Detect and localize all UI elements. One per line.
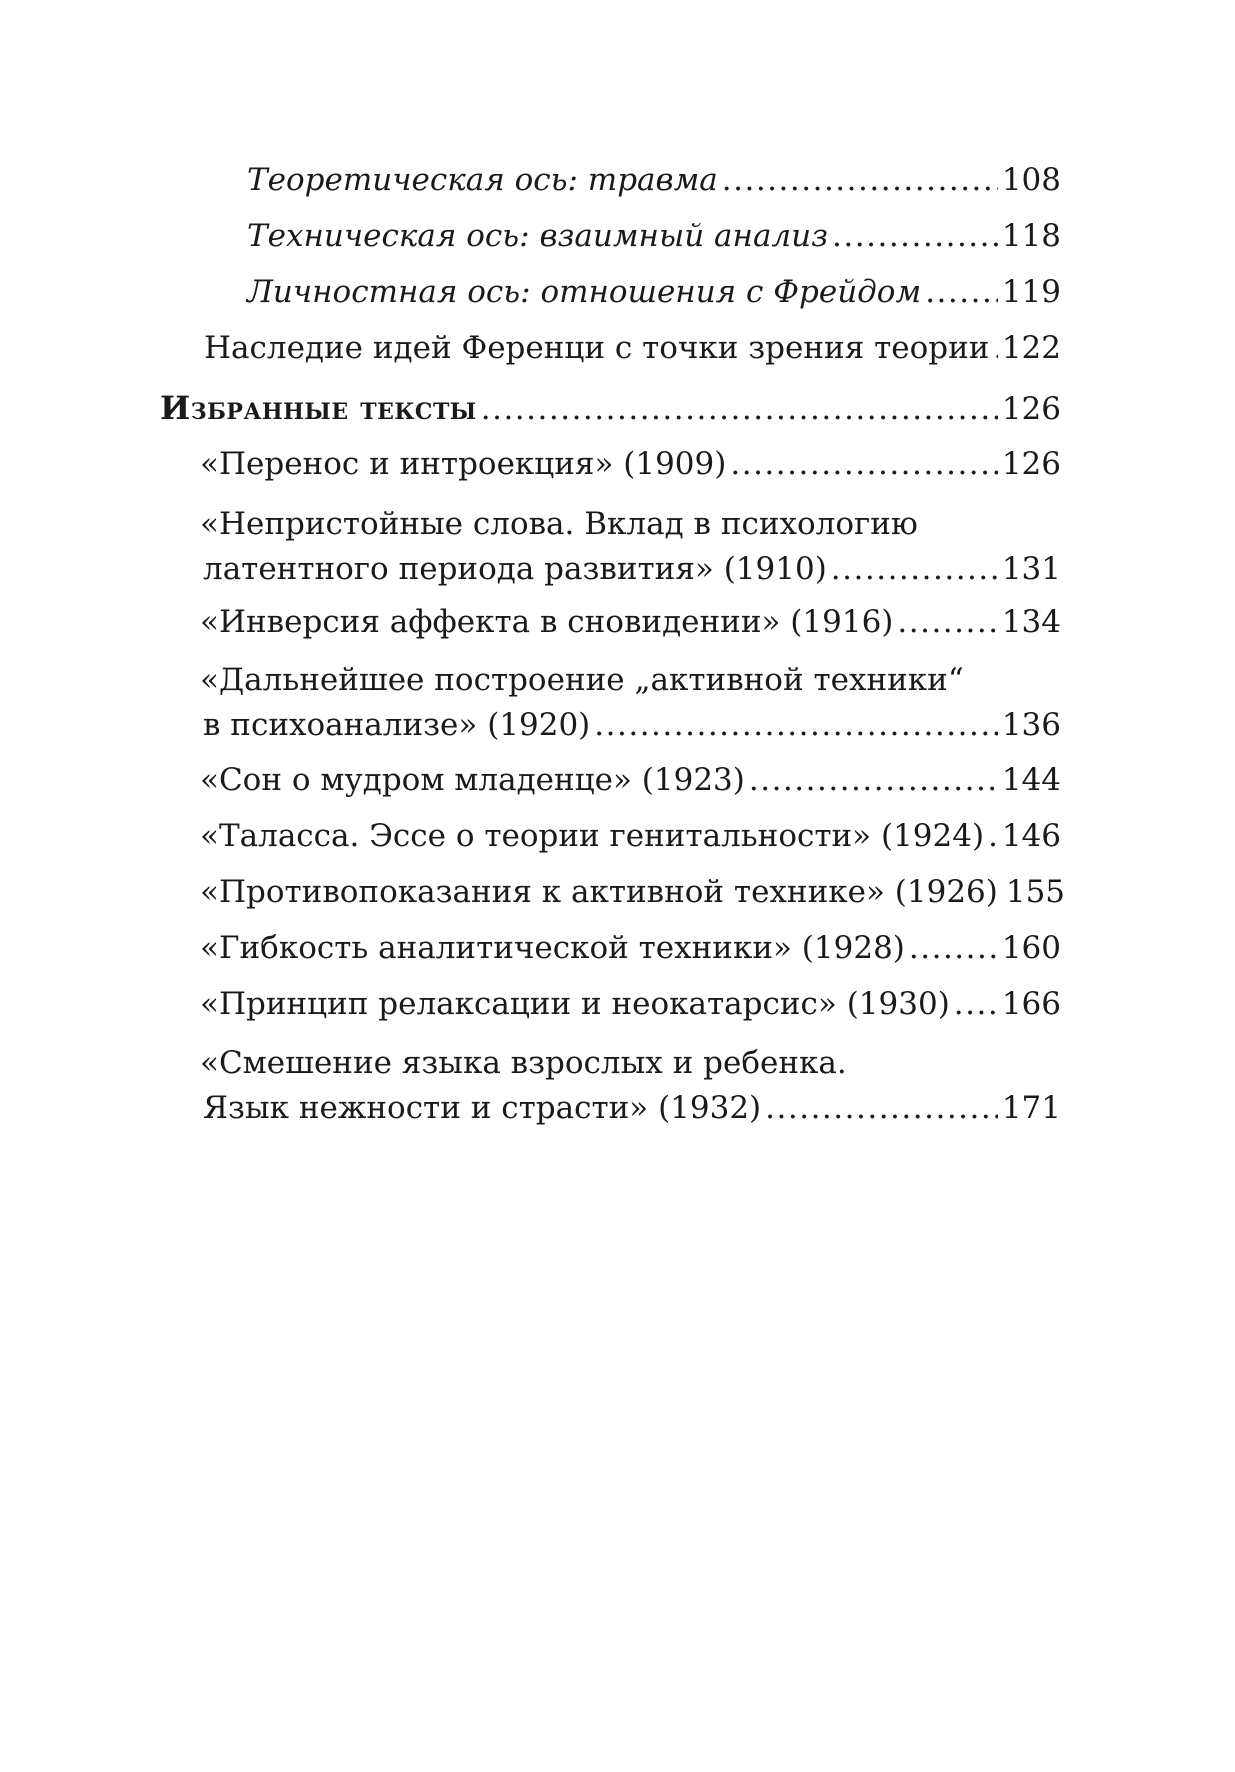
toc-entry-title-line1: «Непристойные слова. Вклад в психологию <box>200 506 918 542</box>
toc-entry <box>247 270 1061 315</box>
toc-entry-title-line1: «Смешение языка взрослых и ребенка. <box>200 1045 847 1081</box>
toc-entry-title: Наследие идей Ференци с точки зрения теории <box>204 330 990 366</box>
toc-leader-dots <box>897 600 997 645</box>
toc-entry-page: 160 <box>1001 930 1061 966</box>
toc-entry-page: 108 <box>1001 162 1061 198</box>
toc-leader-dots <box>722 158 998 203</box>
toc-entry-page: 119 <box>1001 274 1061 310</box>
toc-leader-dots <box>749 758 998 803</box>
toc-entry-title: латентного периода развития» (1910) <box>203 551 827 587</box>
toc-entry-page: 134 <box>1001 604 1061 640</box>
toc-entry-page: 155 <box>1005 874 1066 910</box>
toc-leader-dots <box>988 814 998 859</box>
toc-text-entry <box>200 870 1066 915</box>
toc-entry-title: Техническая ось: взаимный анализ <box>247 218 829 254</box>
toc-entry-page: 131 <box>1001 551 1061 587</box>
toc-entry-title: «Противопоказания к активной технике» (1926) <box>200 874 998 910</box>
toc-entry-title: «Инверсия аффекта в сновидении» (1916) <box>200 604 894 640</box>
toc-text-entry <box>200 982 1061 1027</box>
toc-entry-page: 171 <box>1001 1090 1061 1126</box>
toc-entry-title: «Сон о мудром младенце» (1923) <box>200 762 745 798</box>
toc-part-heading <box>160 386 1061 431</box>
toc-text-entry <box>200 1041 1061 1131</box>
toc-entry-title: «Перенос и интроекция» (1909) <box>200 446 727 482</box>
toc-leader-dots <box>481 387 998 432</box>
toc-text-entry <box>200 502 1061 592</box>
toc-text-entry <box>200 658 1061 748</box>
toc-text-entry <box>200 814 1061 859</box>
toc-leader-dots <box>954 982 998 1027</box>
toc-entry-title: Теоретическая ось: травма <box>247 162 718 198</box>
toc-text-entry <box>200 758 1061 803</box>
toc-leader-dots <box>594 703 998 748</box>
toc-entry-page: 122 <box>1001 330 1061 366</box>
toc-entry-page: 166 <box>1001 986 1061 1022</box>
toc-entry-title: Личностная ось: отношения с Фрейдом <box>247 274 922 310</box>
toc-entry-title: «Принцип релаксации и неокатарсис» (1930) <box>200 986 950 1022</box>
toc-entry-title: Язык нежности и страсти» (1932) <box>203 1090 762 1126</box>
toc-part-title: Избранные тексты <box>160 389 477 427</box>
toc-entry-title: «Таласса. Эссе о теории генитальности» (1924) <box>200 818 985 854</box>
toc-text-entry <box>200 926 1061 971</box>
toc-entry-page: 126 <box>1001 391 1061 427</box>
toc-entry-page: 146 <box>1001 818 1061 854</box>
toc-text-entry <box>200 442 1061 487</box>
toc-entry <box>247 158 1061 203</box>
toc-entry-page: 118 <box>1001 218 1061 254</box>
toc-entry <box>247 214 1061 259</box>
toc-entry-title: «Гибкость аналитической техники» (1928) <box>200 930 905 966</box>
toc-leader-dots <box>925 270 998 315</box>
toc-entry-page: 136 <box>1001 707 1061 743</box>
toc-entry-page: 126 <box>1001 446 1061 482</box>
toc-entry-title-line1: «Дальнейшее построение „активной техники“ <box>200 662 964 698</box>
toc-leader-dots <box>832 214 998 259</box>
toc-leader-dots <box>730 442 997 487</box>
toc-entry-page: 144 <box>1001 762 1061 798</box>
toc-leader-dots <box>993 326 997 371</box>
toc-text-entry <box>200 600 1061 645</box>
toc-entry-title: в психоанализе» (1920) <box>203 707 591 743</box>
toc-section-entry <box>204 326 1061 371</box>
toc-leader-dots <box>765 1086 998 1131</box>
toc-leader-dots <box>909 926 998 971</box>
toc-leader-dots <box>831 547 998 592</box>
